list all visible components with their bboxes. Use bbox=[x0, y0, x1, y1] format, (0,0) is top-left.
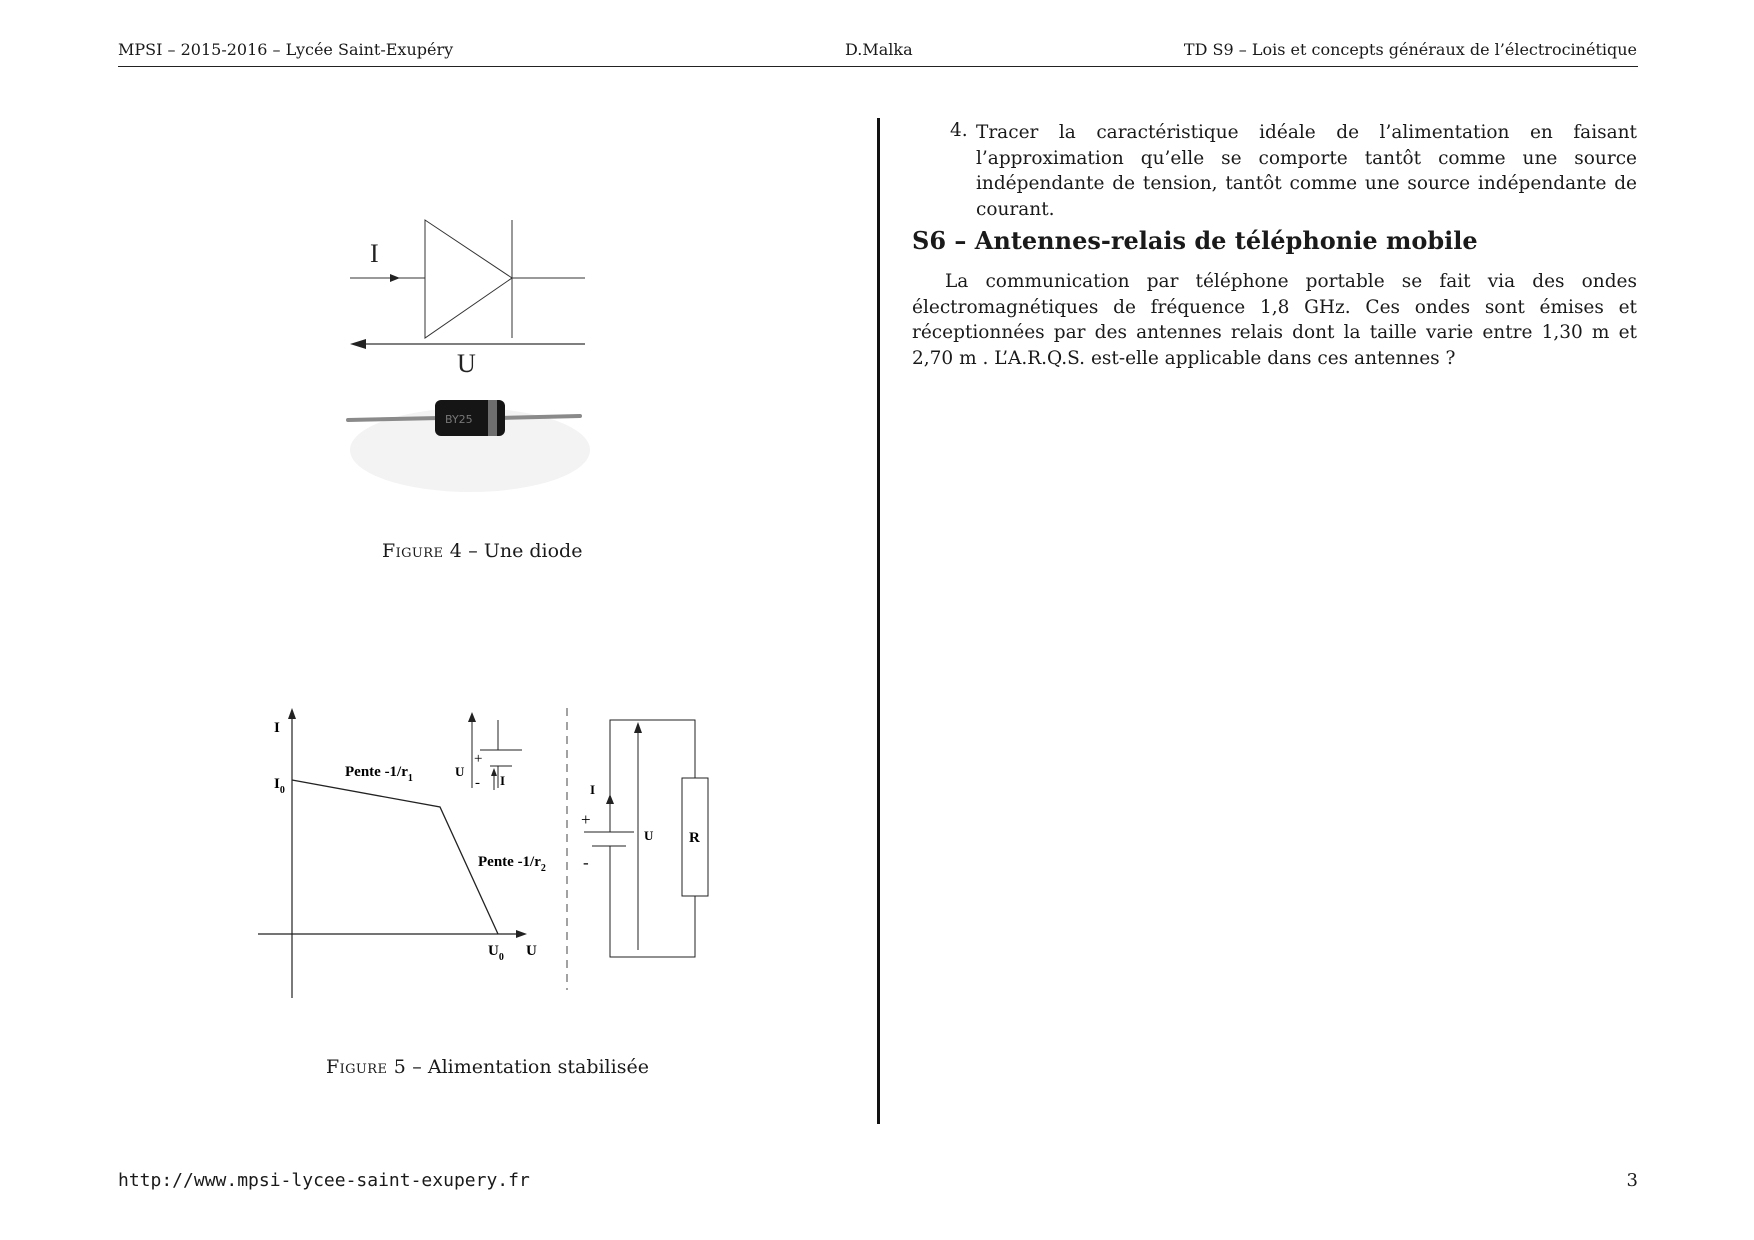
u0-label: $U_0$ bbox=[488, 943, 504, 963]
figure4-caption: Figure 4 – Une diode bbox=[382, 540, 583, 562]
header-left: MPSI – 2015-2016 – Lycée Saint-Exupéry bbox=[118, 40, 454, 59]
source-u-label: U bbox=[455, 764, 465, 779]
header-right: TD S9 – Lois et concepts généraux de l’électrocinétique bbox=[1183, 40, 1637, 59]
circuit-i-label: I bbox=[590, 782, 596, 797]
item-number: 4. bbox=[950, 120, 968, 141]
characteristic-curve bbox=[292, 780, 498, 934]
axis-y-label: I bbox=[274, 720, 280, 736]
axis-x-label: U bbox=[526, 943, 537, 959]
diode-figure bbox=[340, 210, 600, 500]
column-separator bbox=[877, 118, 880, 1124]
circuit-plus: + bbox=[581, 810, 591, 829]
circuit-r-label: R bbox=[689, 830, 700, 846]
slope1-label: Pente $-1/r_1$ bbox=[345, 764, 413, 784]
source-minus: - bbox=[475, 775, 480, 791]
current-label: I bbox=[370, 239, 379, 268]
section-paragraph: La communication par téléphone portable se fait via des ondes électromagnétiques de fréquence 1,8 GHz. Ces ondes sont émises et réceptionnées par des antennes relais dont la taille varie entre 1,30 m et 2,70 m . L’A.R.Q.S. est-elle applicable dans ces antennes ? bbox=[912, 271, 1637, 369]
slope2-label: Pente $-1/r_2$ bbox=[478, 854, 546, 874]
section-title: S6 – Antennes-relais de téléphonie mobile bbox=[912, 226, 1478, 255]
page-number: 3 bbox=[1626, 1170, 1638, 1191]
footer-url-link[interactable]: http://www.mpsi-lycee-saint-exupery.fr bbox=[118, 1170, 530, 1191]
diode-photo bbox=[348, 400, 590, 492]
source-plus: + bbox=[474, 751, 483, 767]
item-text: Tracer la caractéristique idéale de l’alimentation en faisant l’approximation qu’elle se comporte tantôt comme une source indépendante de tension, tantôt comme une source indépendante de courant. bbox=[976, 122, 1637, 220]
current-source-sketch bbox=[455, 712, 522, 791]
header-author: D.Malka bbox=[845, 40, 913, 59]
voltage-label: U bbox=[457, 349, 476, 378]
header-rule bbox=[118, 66, 1638, 67]
diode-symbol bbox=[350, 220, 585, 338]
i0-label: $I_0$ bbox=[274, 776, 285, 796]
diode-marking: BY25 bbox=[445, 413, 473, 426]
circuit-minus: - bbox=[583, 853, 589, 872]
circuit-u-label: U bbox=[644, 828, 654, 843]
power-supply-figure bbox=[250, 700, 730, 1000]
figure5-caption: Figure 5 – Alimentation stabilisée bbox=[326, 1056, 649, 1078]
voltage-arrow bbox=[350, 339, 585, 349]
current-arrow-head bbox=[390, 274, 400, 282]
source-i-label: I bbox=[500, 773, 506, 788]
